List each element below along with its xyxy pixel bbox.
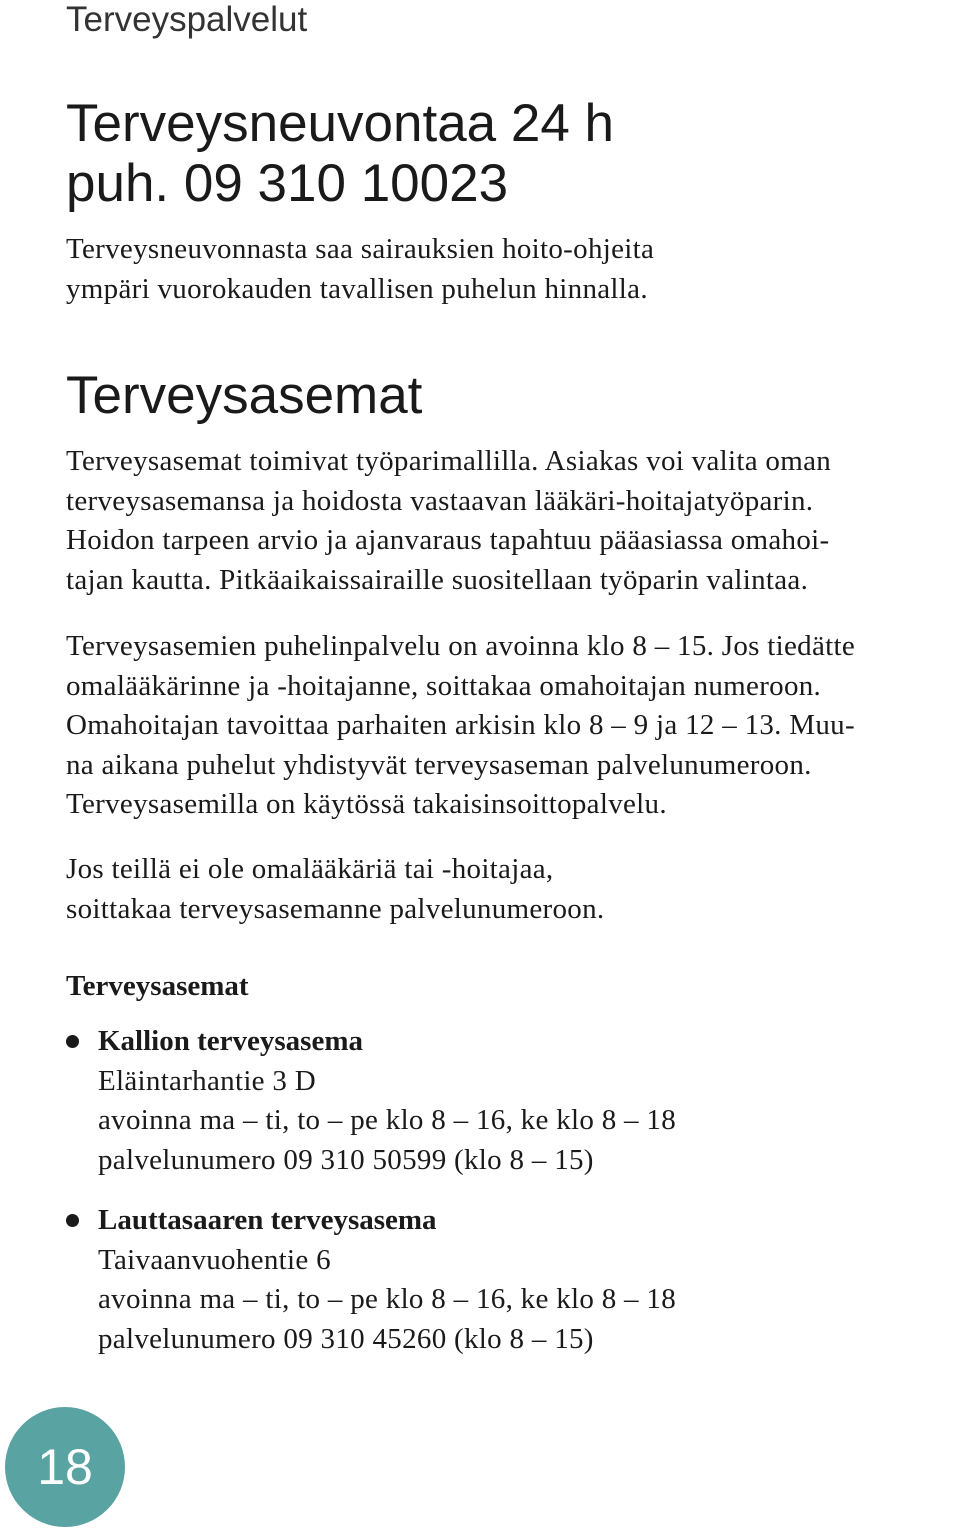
stations-section-heading-wrap (66, 366, 946, 426)
advice-heading-line2: puh. 09 310 10023 (66, 154, 509, 213)
paragraph-line: soittakaa terveysasemanne palvelunumeroon. (66, 892, 605, 925)
paragraph-line: Terveysasemilla on käytössä takaisinsoittopalvelu. (66, 788, 667, 820)
paragraph-line: tajan kautta. Pitkäaikaissairaille suositellaan työparin valintaa. (66, 563, 809, 596)
station-name: Lauttasaaren terveysasema (98, 1204, 437, 1236)
station-hours: avoinna ma – ti, to – pe klo 8 – 16, ke klo 8 – 18 (98, 1283, 677, 1315)
page-number-badge (5, 1407, 125, 1527)
paragraph-line: Hoidon tarpeen arvio ja ajanvaraus tapahtuu pääasiassa omahoi- (66, 524, 830, 556)
paragraph-line: Terveysasemat toimivat työparimallilla. Asiakas voi valita oman (66, 445, 832, 477)
stations-heading: Terveysasemat (66, 366, 423, 425)
paragraph-line: Omahoitajan tavoittaa parhaiten arkisin klo 8 – 9 ja 12 – 13. Muu- (66, 709, 855, 741)
paragraph-line: na aikana puhelut yhdistyvät terveysaseman palvelunumeroon. (66, 748, 812, 781)
station-phone: palvelunumero 09 310 45260 (klo 8 – 15) (98, 1322, 594, 1355)
bullet-icon (66, 1214, 79, 1227)
paragraph-line: terveysasemansa ja hoidosta vastaavan lääkäri-hoitajatyöparin. (66, 484, 814, 517)
station-address: Taivaanvuohentie 6 (98, 1243, 331, 1276)
paragraph-line: Terveysasemien puhelinpalvelu on avoinna klo 8 – 15. Jos tiedätte (66, 630, 856, 662)
paragraph-line: omalääkärinne ja -hoitajanne, soittakaa omahoitajan numeroon. (66, 669, 822, 702)
bullet-icon (66, 1035, 79, 1048)
running-head: Terveyspalvelut (66, 0, 308, 39)
stations-paragraph-1 (66, 442, 946, 600)
advice-heading-line1: Terveysneuvontaa 24 h (66, 94, 615, 153)
station-hours: avoinna ma – ti, to – pe klo 8 – 16, ke klo 8 – 18 (98, 1104, 677, 1136)
paragraph-line: Jos teillä ei ole omalääkäriä tai -hoitajaa, (66, 853, 554, 885)
list-heading-wrap (66, 966, 946, 1006)
stations-paragraph-3 (66, 850, 946, 929)
list-item-body (98, 1201, 926, 1359)
stations-paragraph-2 (66, 627, 946, 825)
advice-text-line: Terveysneuvonnasta saa sairauksien hoito-ohjeita (66, 233, 655, 265)
page-number: 18 (37, 1439, 93, 1495)
list-heading: Terveysasemat (66, 970, 249, 1002)
station-phone: palvelunumero 09 310 50599 (klo 8 – 15) (98, 1143, 594, 1176)
list-item (66, 1022, 926, 1180)
station-name: Kallion terveysasema (98, 1025, 363, 1057)
advice-text-line: ympäri vuorokauden tavallisen puhelun hinnalla. (66, 272, 648, 305)
station-address: Eläintarhantie 3 D (98, 1064, 316, 1097)
advice-text (66, 230, 946, 309)
list-item (66, 1201, 926, 1359)
advice-section (66, 94, 946, 214)
list-item-body (98, 1022, 926, 1180)
